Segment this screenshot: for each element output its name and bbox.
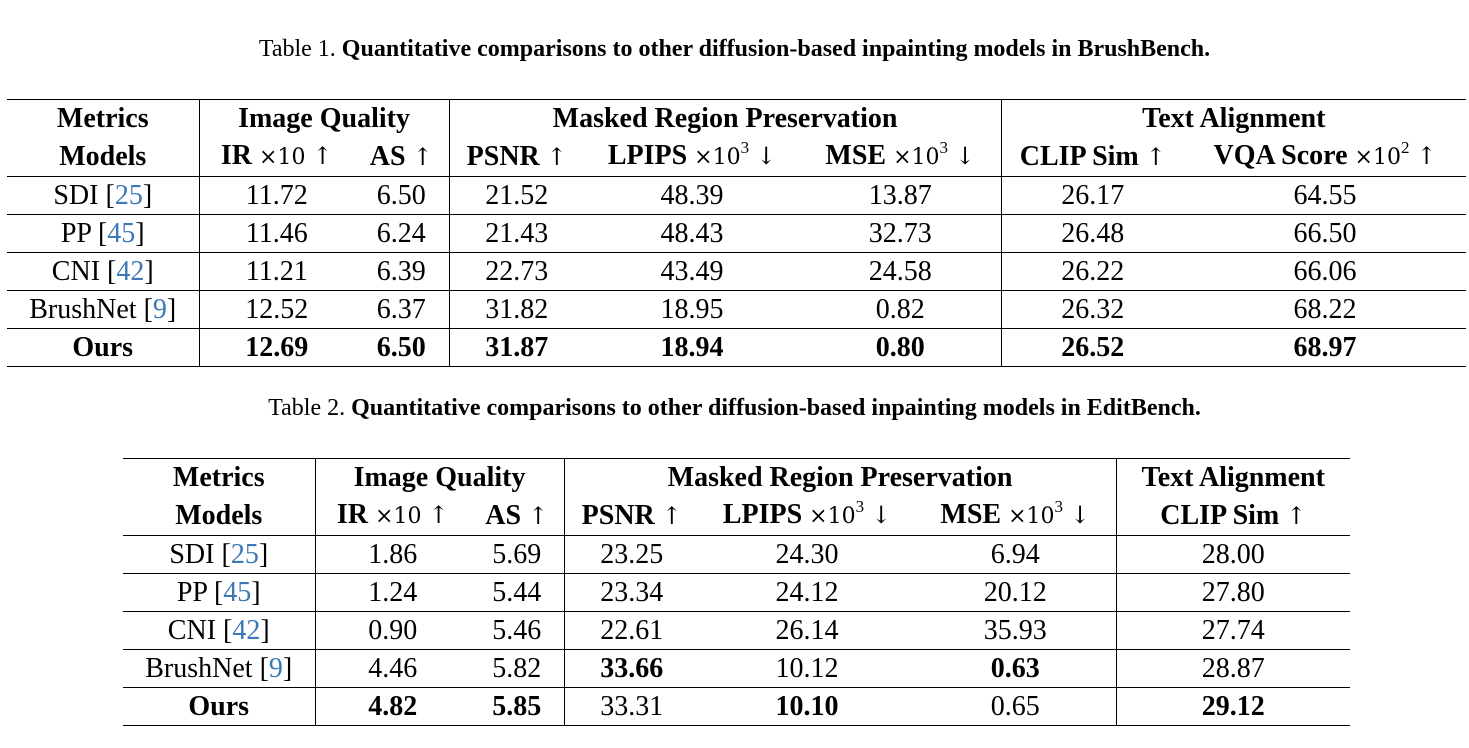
cell-ir: 12.69: [199, 329, 354, 367]
table1-caption-label: Table 1.: [258, 36, 336, 62]
table1-metrics-header: Metrics: [7, 100, 199, 138]
cell-lpips: 48.39: [584, 177, 800, 215]
cell-as: 6.50: [354, 177, 449, 215]
cell-psnr: 21.43: [449, 215, 584, 253]
cell-psnr: 33.31: [564, 688, 699, 726]
cell-as: 6.37: [354, 291, 449, 329]
table-row-ours: [123, 688, 1350, 726]
cell-lpips: 10.12: [699, 650, 915, 688]
cell-ir: 4.46: [315, 650, 470, 688]
table2-masked-region-header: Masked Region Preservation: [564, 459, 1116, 497]
cell-ir: 11.21: [199, 253, 354, 291]
cell-clip: 26.48: [1001, 215, 1184, 253]
table-row: [123, 536, 1350, 574]
table2-image-quality-header: Image Quality: [315, 459, 564, 497]
cell-ir: 4.82: [315, 688, 470, 726]
table1-clip-header: CLIP Sim ↑: [1001, 137, 1184, 177]
cell-lpips: 48.43: [584, 215, 800, 253]
cell-lpips: 43.49: [584, 253, 800, 291]
model-name: BrushNet [9]: [123, 650, 315, 688]
cell-psnr: 22.73: [449, 253, 584, 291]
cell-as: 5.44: [470, 574, 564, 612]
table2-text-alignment-header: Text Alignment: [1116, 459, 1350, 497]
cell-vqa: 68.22: [1184, 291, 1466, 329]
cell-mse: 13.87: [800, 177, 1001, 215]
table-row: [123, 612, 1350, 650]
cell-ir: 1.86: [315, 536, 470, 574]
table1-ir-header: IR ×10 ↑: [199, 137, 354, 177]
cell-mse: 0.80: [800, 329, 1001, 367]
table1-column-header-row: [7, 137, 1466, 177]
cell-vqa: 64.55: [1184, 177, 1466, 215]
cell-mse: 0.82: [800, 291, 1001, 329]
table-row: [7, 215, 1466, 253]
citation-link[interactable]: 42: [116, 256, 145, 287]
cell-lpips: 26.14: [699, 612, 915, 650]
cell-as: 6.24: [354, 215, 449, 253]
cell-clip: 29.12: [1116, 688, 1350, 726]
model-name: SDI [25]: [7, 177, 199, 215]
cell-clip: 28.00: [1116, 536, 1350, 574]
cell-clip: 27.74: [1116, 612, 1350, 650]
table1: [7, 99, 1466, 367]
table-row: [7, 291, 1466, 329]
table-row: [7, 253, 1466, 291]
cell-mse: 32.73: [800, 215, 1001, 253]
table2-caption-label: Table 2.: [268, 395, 346, 421]
cell-psnr: 31.82: [449, 291, 584, 329]
cell-clip: 26.32: [1001, 291, 1184, 329]
cell-as: 6.50: [354, 329, 449, 367]
model-name: Ours: [123, 688, 315, 726]
table1-mse-header: MSE $\times 10^3$ ↓: [825, 138, 976, 171]
citation-link[interactable]: 45: [107, 218, 136, 249]
table2-group-header-row: [123, 459, 1350, 497]
cell-ir: 1.24: [315, 574, 470, 612]
model-name: BrushNet [9]: [7, 291, 199, 329]
model-name: CNI [42]: [7, 253, 199, 291]
table1-group-header-row: [7, 100, 1466, 138]
cell-ir: 11.72: [199, 177, 354, 215]
cell-psnr: 23.34: [564, 574, 699, 612]
cell-as: 6.39: [354, 253, 449, 291]
model-name: SDI [25]: [123, 536, 315, 574]
table2-column-header-row: [123, 496, 1350, 536]
cell-mse: 35.93: [915, 612, 1116, 650]
table1-masked-region-header: Masked Region Preservation: [449, 100, 1001, 138]
table1-vqa-header: VQA Score $\times 10^2$ ↑: [1213, 138, 1437, 171]
cell-clip: 26.52: [1001, 329, 1184, 367]
cell-vqa: 66.50: [1184, 215, 1466, 253]
cell-psnr: 23.25: [564, 536, 699, 574]
citation-link[interactable]: 9: [152, 294, 167, 325]
cell-psnr: 22.61: [564, 612, 699, 650]
cell-as: 5.85: [470, 688, 564, 726]
cell-lpips: 24.12: [699, 574, 915, 612]
cell-lpips: 18.94: [584, 329, 800, 367]
citation-link[interactable]: 9: [268, 653, 283, 684]
cell-psnr: 31.87: [449, 329, 584, 367]
cell-psnr: 21.52: [449, 177, 584, 215]
cell-mse: 20.12: [915, 574, 1116, 612]
table1-models-header: Models: [59, 141, 147, 172]
table2-caption: [0, 395, 1469, 422]
cell-as: 5.82: [470, 650, 564, 688]
table2-ir-header: IR ×10 ↑: [315, 496, 470, 536]
table2-clip-header: CLIP Sim ↑: [1116, 496, 1350, 536]
cell-lpips: 10.10: [699, 688, 915, 726]
citation-link[interactable]: 42: [232, 615, 261, 646]
table1-as-header: AS ↑: [369, 140, 433, 172]
table1-image-quality-header: Image Quality: [199, 100, 449, 138]
table1-caption: [0, 36, 1469, 63]
cell-ir: 12.52: [199, 291, 354, 329]
table1-text-alignment-header: Text Alignment: [1001, 100, 1466, 138]
cell-mse: 0.65: [915, 688, 1116, 726]
table-row: [123, 574, 1350, 612]
table-row-ours: [7, 329, 1466, 367]
cell-psnr: 33.66: [564, 650, 699, 688]
table2: [123, 458, 1350, 726]
table2-as-header: AS ↑: [485, 499, 549, 531]
cell-clip: 26.17: [1001, 177, 1184, 215]
table2-caption-text: Quantitative comparisons to other diffusion-based inpainting models in EditBench.: [351, 395, 1201, 421]
cell-as: 5.69: [470, 536, 564, 574]
table2-metrics-header: Metrics: [123, 459, 315, 497]
cell-vqa: 66.06: [1184, 253, 1466, 291]
model-name: Ours: [7, 329, 199, 367]
model-name: PP [45]: [7, 215, 199, 253]
cell-lpips: 18.95: [584, 291, 800, 329]
cell-ir: 0.90: [315, 612, 470, 650]
citation-link[interactable]: 25: [230, 539, 259, 570]
cell-clip: 26.22: [1001, 253, 1184, 291]
citation-link[interactable]: 25: [114, 180, 143, 211]
cell-mse: 0.63: [915, 650, 1116, 688]
table-row: [7, 177, 1466, 215]
cell-ir: 11.46: [199, 215, 354, 253]
table1-lpips-header: LPIPS $\times 10^3$ ↓: [607, 138, 777, 171]
cell-as: 5.46: [470, 612, 564, 650]
table1-caption-text: Quantitative comparisons to other diffusion-based inpainting models in BrushBench.: [341, 36, 1211, 62]
model-name: CNI [42]: [123, 612, 315, 650]
table2-models-header: Models: [175, 500, 263, 531]
table2-lpips-header: LPIPS $\times 10^3$ ↓: [722, 497, 892, 530]
cell-clip: 28.87: [1116, 650, 1350, 688]
cell-mse: 6.94: [915, 536, 1116, 574]
table-row: [123, 650, 1350, 688]
model-name: PP [45]: [123, 574, 315, 612]
table2-mse-header: MSE $\times 10^3$ ↓: [940, 497, 1091, 530]
citation-link[interactable]: 45: [223, 577, 252, 608]
cell-mse: 24.58: [800, 253, 1001, 291]
cell-lpips: 24.30: [699, 536, 915, 574]
table1-psnr-header: PSNR ↑: [449, 137, 584, 177]
cell-vqa: 68.97: [1184, 329, 1466, 367]
cell-clip: 27.80: [1116, 574, 1350, 612]
table2-psnr-header: PSNR ↑: [564, 496, 699, 536]
